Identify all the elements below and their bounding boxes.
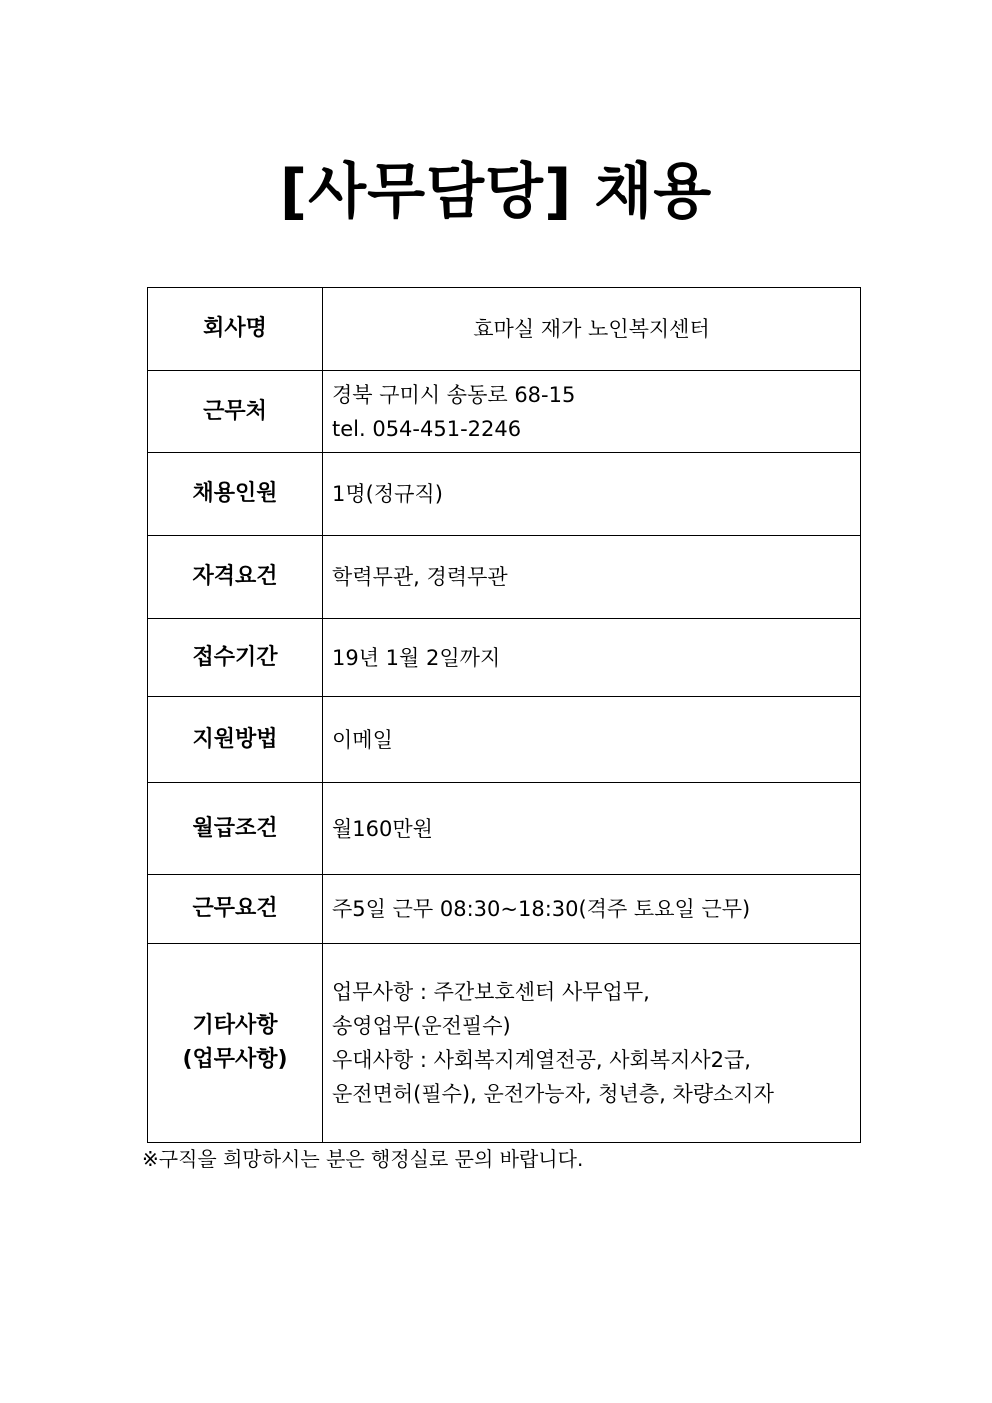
row-value-apply-method bbox=[323, 697, 861, 783]
row-label-work-conditions: 근무요건 bbox=[148, 875, 323, 944]
table-row bbox=[148, 697, 861, 783]
row-label-headcount: 채용인원 bbox=[148, 453, 323, 536]
salary-value: 월160만원 bbox=[332, 816, 433, 841]
company-name: 효마실 재가 노인복지센터 bbox=[473, 317, 710, 341]
other-label-line-1: 기타사항 bbox=[192, 1013, 278, 1038]
row-label-deadline: 접수기간 bbox=[148, 619, 323, 697]
table-row bbox=[148, 783, 861, 875]
qualification-value: 학력무관, 경력무관 bbox=[332, 565, 508, 589]
apply-method-value: 이메일 bbox=[332, 727, 393, 752]
other-value-line-1: 업무사항 : 주간보호센터 사무업무, bbox=[332, 980, 650, 1004]
row-label-salary: 월급조건 bbox=[148, 783, 323, 875]
footer-note: ※구직을 희망하시는 분은 행정실로 문의 바랍니다. bbox=[142, 1147, 584, 1171]
table-row bbox=[148, 944, 861, 1143]
row-value-headcount bbox=[323, 453, 861, 536]
table-row bbox=[148, 453, 861, 536]
row-value-company bbox=[323, 288, 861, 371]
row-value-qualification bbox=[323, 536, 861, 619]
row-value-workplace bbox=[323, 371, 861, 453]
row-value-salary bbox=[323, 783, 861, 875]
deadline-value: 19년 1월 2일까지 bbox=[332, 645, 501, 670]
row-value-other bbox=[323, 944, 861, 1143]
other-value-line-2: 송영업무(운전필수) bbox=[332, 1014, 511, 1038]
page-title: [사무담당] 채용 bbox=[279, 157, 713, 227]
workplace-address: 경북 구미시 송동로 68-15 bbox=[332, 382, 576, 407]
row-label-qualification: 자격요건 bbox=[148, 536, 323, 619]
row-label-apply-method: 지원방법 bbox=[148, 697, 323, 783]
work-conditions-value: 주5일 근무 08:30~18:30(격주 토요일 근무) bbox=[332, 897, 751, 921]
row-label-workplace: 근무처 bbox=[148, 371, 323, 453]
table-row bbox=[148, 875, 861, 944]
other-value-line-3: 우대사항 : 사회복지계열전공, 사회복지사2급, bbox=[332, 1048, 751, 1072]
row-label-other bbox=[148, 944, 323, 1143]
workplace-phone: tel. 054-451-2246 bbox=[332, 416, 522, 441]
row-value-deadline bbox=[323, 619, 861, 697]
table-row bbox=[148, 288, 861, 371]
table-row bbox=[148, 536, 861, 619]
row-value-work-conditions bbox=[323, 875, 861, 944]
other-label-line-2: (업무사항) bbox=[182, 1047, 288, 1072]
job-info-table bbox=[147, 287, 861, 1143]
table-row bbox=[148, 619, 861, 697]
headcount-value: 1명(정규직) bbox=[332, 482, 443, 506]
table-row bbox=[148, 371, 861, 453]
other-value-line-4: 운전면허(필수), 운전가능자, 청년층, 차량소지자 bbox=[332, 1082, 774, 1106]
row-label-company: 회사명 bbox=[148, 288, 323, 371]
